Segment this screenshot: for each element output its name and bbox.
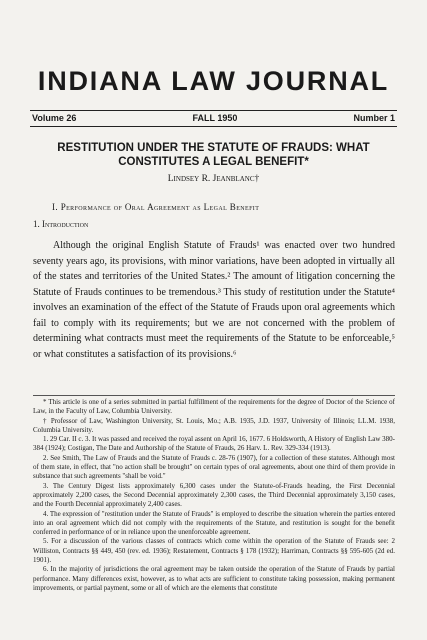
issue-meta <box>32 113 395 123</box>
author-name: Lindsey R. Jeanblanc† <box>167 174 260 184</box>
header-rule-top <box>30 110 397 111</box>
footnotes <box>33 398 395 593</box>
footnote: 1. 29 Car. II c. 3. It was passed and received the royal assent on April 16, 1677. 6 Holdsworth, A History of English Law 380-384 (1924); Costigan, The Date and Authorship of the Statute of Frauds, 26 Harv. L. Rev. 329-334 (1913). <box>33 435 395 453</box>
volume-label: Volume 26 <box>32 113 77 123</box>
footnote: 2. See Smith, The Law of Frauds and the Statute of Frauds c. 28-76 (1907), for a collection of these statutes. Although most of them state, in effect, that "no action shall be brought" on certain types of oral agreements, about one third of them provide in substance that such agreements "shall be void." <box>33 453 395 481</box>
issue-number: Number 1 <box>353 113 395 123</box>
header-rule-bottom <box>30 126 397 127</box>
footnote: † Professor of Law, Washington University, St. Louis, Mo.; A.B. 1935, J.D. 1937, University of Illinois; LL.M. 1938, Columbia University. <box>33 416 395 434</box>
footnote: 3. The Century Digest lists approximately 6,300 cases under the Statute-of-Frauds heading, the First Decennial approximately 2,200 cases, the Second Decennial approximately 2,300 cases, the Third Decennial approximately 3,150 cases, and the Fourth Decennial approximately 2,400 cases. <box>33 481 395 509</box>
footnote: 4. The expression of "restitution under the Statute of Frauds" is employed to describe the situation wherein the parties entered into an oral agreement which did not comply with the requirements of the Statute, and restitution is sought for the benefit conferred in performance of or in reliance upon the unenforceable agreement. <box>33 509 395 537</box>
footnote: * This article is one of a series submitted in partial fulfillment of the requirements for the degree of Doctor of the Science of Law, in the Faculty of Law, Columbia University. <box>33 398 395 416</box>
issue-date: FALL 1950 <box>192 113 238 123</box>
body-text <box>33 238 395 362</box>
body-paragraph: Although the original English Statute of Frauds¹ was enacted over two hundred seventy years ago, its provisions, with minor variations, have been adopted in virtually all of the states and territories of the United States.² The amount of litigation concerning the Statute of Frauds continues to be tremendous.³ This study of restitution under the Statute⁴ involves an examination of the effect of the Statute of Frauds upon oral agreements which fail to comply with its requirements; but we are not concerned with the problem of determining what contracts must meet the requirements of the Statute to be enforceable,⁵ or what constitutes a satisfaction of its provisions.⁶ <box>33 240 395 360</box>
footnote: 5. For a discussion of the various classes of contracts which come within the operation of the Statute of Frauds see: 2 Williston, Contracts §§ 449, 450 (rev. ed. 1936); Restatement, Contracts § 178 (1932); Harriman, Contracts §§ 595-605 (2d ed. 1901). <box>33 537 395 565</box>
footnote: 6. In the majority of jurisdictions the oral agreement may be taken outside the operation of the Statute of Frauds by partial performance. Many differences exist, however, as to what acts are sufficient to constitute taking possession, making permanent improvements, or partial payment, some or all of which are the elements that constitute <box>33 565 395 592</box>
subsection-heading: 1. Introduction <box>33 219 89 229</box>
footnote-rule <box>33 395 395 396</box>
journal-title: INDIANA LAW JOURNAL <box>37 66 390 96</box>
article-title: RESTITUTION UNDER THE STATUTE OF FRAUDS: WHAT CONSTITUTES A LEGAL BENEFIT* <box>57 142 370 168</box>
section-heading: I. Performance of Oral Agreement as Legal Benefit <box>52 202 260 212</box>
